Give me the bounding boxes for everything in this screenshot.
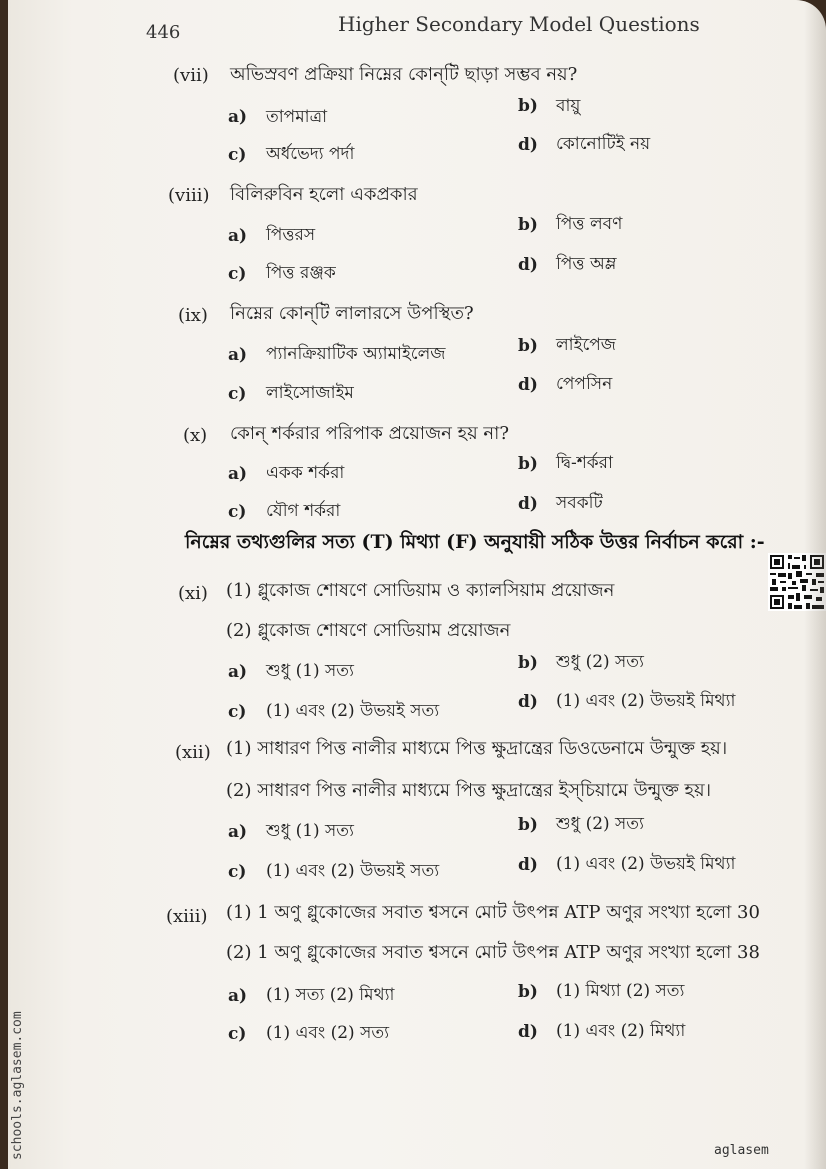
- option-letter-c: c): [228, 862, 247, 882]
- option-b: (1) মিথ্যা (2) সত্য: [556, 981, 685, 1001]
- option-c: (1) এবং (2) উভয়ই সত্য: [266, 861, 440, 881]
- option-d: কোনোটিই নয়: [556, 134, 651, 154]
- option-c: (1) এবং (2) সত্য: [266, 1023, 389, 1043]
- option-c: যৌগ শর্করা: [266, 501, 341, 521]
- option-a: শুধু (1) সত্য: [266, 821, 354, 841]
- option-letter-c: c): [228, 502, 247, 522]
- option-letter-a: a): [228, 226, 248, 246]
- option-letter-b: b): [518, 815, 538, 835]
- option-letter-a: a): [228, 822, 248, 842]
- option-letter-b: b): [518, 336, 538, 356]
- option-letter-b: b): [518, 215, 538, 235]
- question-number: (ix): [178, 305, 208, 326]
- statement-1: (1) 1 অণু গ্লুকোজের সবাত শ্বসনে মোট উৎপন্ন ATP অণুর সংখ্যা হলো 30: [226, 902, 760, 923]
- option-letter-a: a): [228, 464, 248, 484]
- instruction-heading: নিম্নের তথ্যগুলির সত্য (T) মিথ্যা (F) অনুযায়ী সঠিক উত্তর নির্বাচন করো :-: [185, 531, 765, 553]
- option-letter-b: b): [518, 454, 538, 474]
- page-header-title: Higher Secondary Model Questions: [338, 12, 700, 36]
- question-number: (xiii): [166, 906, 208, 927]
- option-a: তাপমাত্রা: [266, 107, 328, 127]
- question-number: (x): [183, 425, 208, 446]
- option-c: অর্ধভেদ্য পর্দা: [266, 144, 355, 164]
- option-letter-c: c): [228, 1024, 247, 1044]
- option-letter-d: d): [518, 692, 538, 712]
- option-d: পিত্ত অম্ল: [556, 254, 617, 274]
- option-b: লাইপেজ: [556, 335, 617, 355]
- question-text: অভিস্রবণ প্রক্রিয়া নিম্নের কোন্‌টি ছাড়া সম্ভব নয়?: [230, 64, 578, 85]
- option-letter-c: c): [228, 384, 247, 404]
- side-watermark: schools.aglasem.com: [10, 1011, 25, 1160]
- option-b: শুধু (2) সত্য: [556, 814, 644, 834]
- option-letter-d: d): [518, 855, 538, 875]
- option-letter-d: d): [518, 1022, 538, 1042]
- statement-1: (1) সাধারণ পিত্ত নালীর মাধ্যমে পিত্ত ক্ষুদ্রান্ত্রের ডিওডেনামে উন্মুক্ত হয়।: [226, 738, 728, 759]
- book-page: [8, 0, 826, 1169]
- question-number: (xii): [175, 742, 211, 763]
- option-letter-c: c): [228, 145, 247, 165]
- option-b: বায়ু: [556, 96, 581, 116]
- option-b: শুধু (2) সত্য: [556, 652, 644, 672]
- option-b: পিত্ত লবণ: [556, 214, 623, 234]
- option-letter-c: c): [228, 702, 247, 722]
- option-letter-d: d): [518, 375, 538, 395]
- option-c: পিত্ত রঞ্জক: [266, 263, 336, 283]
- option-d: পেপসিন: [556, 374, 613, 394]
- question-number: (xi): [178, 583, 208, 604]
- option-letter-c: c): [228, 264, 247, 284]
- option-letter-b: b): [518, 653, 538, 673]
- page-number: 446: [146, 22, 181, 43]
- statement-2: (2) সাধারণ পিত্ত নালীর মাধ্যমে পিত্ত ক্ষুদ্রান্ত্রের ইস্‌চিয়ামে উন্মুক্ত হয়।: [226, 780, 712, 801]
- option-d: (1) এবং (2) উভয়ই মিথ্যা: [556, 854, 736, 874]
- option-letter-d: d): [518, 255, 538, 275]
- qr-code-icon: [768, 553, 826, 611]
- option-d: সবকটি: [556, 493, 603, 513]
- option-a: (1) সত্য (2) মিথ্যা: [266, 985, 395, 1005]
- option-c: (1) এবং (2) উভয়ই সত্য: [266, 701, 440, 721]
- question-number: (viii): [168, 185, 210, 206]
- option-d: (1) এবং (2) মিথ্যা: [556, 1021, 686, 1041]
- option-letter-a: a): [228, 345, 248, 365]
- option-letter-b: b): [518, 96, 538, 116]
- statement-2: (2) গ্লুকোজ শোষণে সোডিয়াম প্রয়োজন: [226, 620, 511, 641]
- option-letter-d: d): [518, 135, 538, 155]
- option-a: শুধু (1) সত্য: [266, 661, 354, 681]
- question-text: বিলিরুবিন হলো একপ্রকার: [230, 184, 418, 205]
- statement-1: (1) গ্লুকোজ শোষণে সোডিয়াম ও ক্যালসিয়াম প্রয়োজন: [226, 580, 615, 601]
- option-b: দ্বি-শর্করা: [556, 453, 613, 473]
- option-letter-a: a): [228, 662, 248, 682]
- bottom-watermark: aglasem: [714, 1143, 769, 1158]
- option-letter-b: b): [518, 982, 538, 1002]
- statement-2: (2) 1 অণু গ্লুকোজের সবাত শ্বসনে মোট উৎপন্ন ATP অণুর সংখ্যা হলো 38: [226, 942, 760, 963]
- question-text: কোন্‌ শর্করার পরিপাক প্রয়োজন হয় না?: [230, 423, 510, 444]
- option-letter-a: a): [228, 986, 248, 1006]
- option-c: লাইসোজাইম: [266, 383, 354, 403]
- option-a: পিত্তরস: [266, 225, 316, 245]
- option-a: একক শর্করা: [266, 463, 345, 483]
- question-number: (vii): [173, 65, 209, 86]
- question-text: নিম্নের কোন্‌টি লালারসে উপস্থিত?: [230, 303, 474, 324]
- option-letter-d: d): [518, 494, 538, 514]
- option-letter-a: a): [228, 107, 248, 127]
- option-d: (1) এবং (2) উভয়ই মিথ্যা: [556, 691, 736, 711]
- option-a: প্যানক্রিয়াটিক অ্যামাইলেজ: [266, 344, 446, 364]
